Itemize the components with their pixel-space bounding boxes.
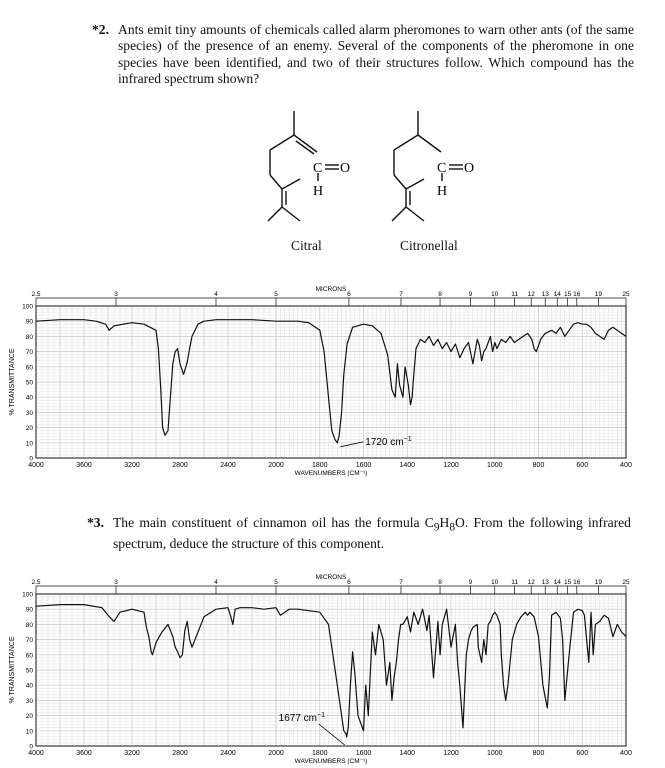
formula-subscript-8: 8 bbox=[449, 521, 456, 534]
y-tick-label: 80 bbox=[25, 333, 33, 341]
micron-title: MICRONS bbox=[315, 574, 347, 581]
y-tick-label: 90 bbox=[25, 318, 33, 326]
annotation-superscript: −1 bbox=[317, 711, 325, 719]
micron-tick-label: 16 bbox=[573, 579, 581, 586]
y-tick-label: 50 bbox=[25, 667, 33, 675]
grid bbox=[36, 306, 626, 458]
y-tick-label: 40 bbox=[25, 682, 33, 690]
y-tick-label: 90 bbox=[25, 606, 33, 614]
y-tick-label: 40 bbox=[25, 394, 33, 402]
micron-tick-label: 4 bbox=[214, 579, 218, 586]
annotation-superscript: −1 bbox=[403, 435, 412, 443]
micron-tick-label: 4 bbox=[214, 291, 218, 298]
x-tick-label: 1600 bbox=[355, 750, 372, 757]
micron-tick-label: 25 bbox=[622, 291, 630, 298]
y-tick-label: 0 bbox=[29, 743, 33, 751]
y-tick-label: 100 bbox=[22, 591, 33, 599]
citronellal-o-atom: O bbox=[464, 161, 475, 176]
citral-h-atom: H bbox=[313, 184, 324, 199]
problem-2-number: *2. bbox=[92, 22, 109, 37]
y-tick-label: 60 bbox=[25, 652, 33, 660]
micron-tick-label: 14 bbox=[553, 579, 561, 586]
annotation-label: 1720 $cm^{-1}$ bbox=[365, 435, 412, 448]
x-tick-label: 800 bbox=[532, 750, 545, 757]
problem-3 bbox=[87, 515, 631, 553]
x-axis-label: WAVENUMBERS (CM⁻¹) bbox=[294, 758, 368, 765]
micron-tick-label: 10 bbox=[491, 291, 499, 298]
x-tick-label: 1000 bbox=[486, 750, 503, 757]
y-tick-label: 70 bbox=[25, 637, 33, 645]
x-tick-label: 400 bbox=[620, 462, 632, 469]
micron-tick-label: 12 bbox=[527, 291, 535, 298]
micron-tick-label: 11 bbox=[511, 291, 519, 298]
micron-tick-label: 5 bbox=[274, 579, 278, 586]
x-tick-label: 2000 bbox=[268, 750, 284, 757]
ir-spectrum-cinnamon-oil bbox=[0, 568, 665, 768]
x-tick-label: 4000 bbox=[28, 750, 44, 757]
micron-tick-label: 7 bbox=[399, 291, 403, 298]
micron-title: MICRONS bbox=[315, 286, 347, 293]
y-tick-label: 10 bbox=[25, 440, 33, 448]
micron-tick-label: 2.5 bbox=[31, 579, 41, 586]
problem-3-text-after: O. From the following infrared spectrum, deduce the structure of this component. bbox=[113, 515, 631, 552]
x-tick-label: 3600 bbox=[76, 750, 92, 757]
x-tick-label: 2000 bbox=[268, 462, 284, 469]
y-tick-label: 50 bbox=[25, 379, 33, 387]
y-tick-label: 20 bbox=[25, 425, 33, 433]
spectrum-line bbox=[36, 320, 626, 443]
x-tick-label: 600 bbox=[576, 462, 589, 469]
x-tick-label: 1400 bbox=[399, 750, 416, 757]
x-tick-label: 4000 bbox=[28, 462, 44, 469]
x-tick-label: 1600 bbox=[355, 462, 372, 469]
micron-tick-label: 11 bbox=[511, 579, 519, 586]
citral-c-atom: C bbox=[313, 161, 323, 176]
y-tick-label: 70 bbox=[25, 349, 33, 357]
micron-tick-label: 15 bbox=[564, 579, 572, 586]
x-tick-label: 1400 bbox=[399, 462, 416, 469]
micron-tick-label: 13 bbox=[541, 579, 549, 586]
micron-tick-label: 16 bbox=[573, 291, 581, 298]
y-tick-label: 20 bbox=[25, 713, 33, 721]
citral-label: Citral bbox=[291, 238, 322, 253]
x-tick-label: 800 bbox=[532, 462, 545, 469]
y-axis-label: % TRANSMITTANCE bbox=[9, 348, 16, 416]
formula-subscript-9: 9 bbox=[433, 521, 440, 534]
citronellal-h-atom: H bbox=[437, 184, 448, 199]
formula-h: H bbox=[439, 515, 450, 530]
micron-tick-label: 13 bbox=[541, 291, 549, 298]
x-tick-label: 600 bbox=[576, 750, 589, 757]
y-tick-label: 30 bbox=[25, 697, 33, 705]
problem-2 bbox=[92, 22, 634, 88]
micron-tick-label: 8 bbox=[438, 291, 442, 298]
x-tick-label: 1800 bbox=[311, 462, 328, 469]
micron-tick-label: 9 bbox=[468, 579, 473, 586]
micron-tick-label: 7 bbox=[399, 579, 403, 586]
grid bbox=[36, 594, 626, 746]
x-tick-label: 1200 bbox=[443, 462, 459, 469]
x-tick-label: 1800 bbox=[311, 750, 328, 757]
micron-tick-label: 12 bbox=[527, 579, 535, 586]
x-tick-label: 3200 bbox=[124, 750, 140, 757]
citronellal-label: Citronellal bbox=[400, 238, 458, 253]
micron-tick-label: 9 bbox=[468, 291, 473, 298]
y-tick-label: 10 bbox=[25, 728, 33, 736]
micron-tick-label: 8 bbox=[438, 579, 442, 586]
citral-structure bbox=[260, 105, 360, 225]
citronellal-c-atom: C bbox=[437, 161, 447, 176]
problem-2-text: Ants emit tiny amounts of chemicals called alarm pheromones to warn other ants (of the same species) of the presence of an enemy. Several of the components of the pheromone in one species have been identified, and two of their structures follow. Which compound has the infrared spectrum shown? bbox=[118, 22, 634, 87]
micron-tick-label: 19 bbox=[594, 579, 602, 586]
ir-spectrum-citronellal bbox=[0, 280, 665, 480]
micron-tick-label: 3 bbox=[114, 291, 118, 298]
micron-tick-label: 2.5 bbox=[31, 291, 41, 298]
micron-tick-label: 14 bbox=[553, 291, 561, 298]
x-tick-label: 400 bbox=[620, 750, 632, 757]
micron-tick-label: 19 bbox=[594, 291, 602, 298]
annotation-arrow bbox=[319, 724, 345, 745]
x-tick-label: 1200 bbox=[443, 750, 459, 757]
x-tick-label: 2400 bbox=[220, 462, 236, 469]
annotation-label: 1677 $cm^{-1}$ bbox=[278, 711, 325, 724]
micron-tick-label: 10 bbox=[491, 579, 499, 586]
citronellal-structure bbox=[384, 105, 484, 225]
micron-tick-label: 25 bbox=[622, 579, 630, 586]
y-axis-label: % TRANSMITTANCE bbox=[9, 636, 16, 704]
problem-3-text-before: The main constituent of cinnamon oil has the formula C bbox=[113, 515, 434, 530]
x-tick-label: 2400 bbox=[220, 750, 236, 757]
x-tick-label: 3600 bbox=[76, 462, 92, 469]
x-tick-label: 2800 bbox=[172, 750, 188, 757]
y-tick-label: 30 bbox=[25, 409, 33, 417]
micron-tick-label: 3 bbox=[114, 579, 118, 586]
micron-tick-label: 5 bbox=[274, 291, 278, 298]
micron-tick-label: 15 bbox=[564, 291, 572, 298]
y-tick-label: 60 bbox=[25, 364, 33, 372]
problem-3-number: *3. bbox=[87, 515, 104, 530]
x-tick-label: 3200 bbox=[124, 462, 140, 469]
x-tick-label: 2800 bbox=[172, 462, 188, 469]
micron-tick-label: 6 bbox=[347, 291, 351, 298]
x-tick-label: 1000 bbox=[486, 462, 503, 469]
citral-o-atom: O bbox=[340, 161, 351, 176]
y-tick-label: 100 bbox=[22, 303, 33, 311]
y-tick-label: 80 bbox=[25, 621, 33, 629]
y-tick-label: 0 bbox=[29, 455, 33, 463]
x-axis-label: WAVENUMBERS (CM⁻¹) bbox=[294, 470, 368, 477]
micron-tick-label: 6 bbox=[347, 579, 351, 586]
